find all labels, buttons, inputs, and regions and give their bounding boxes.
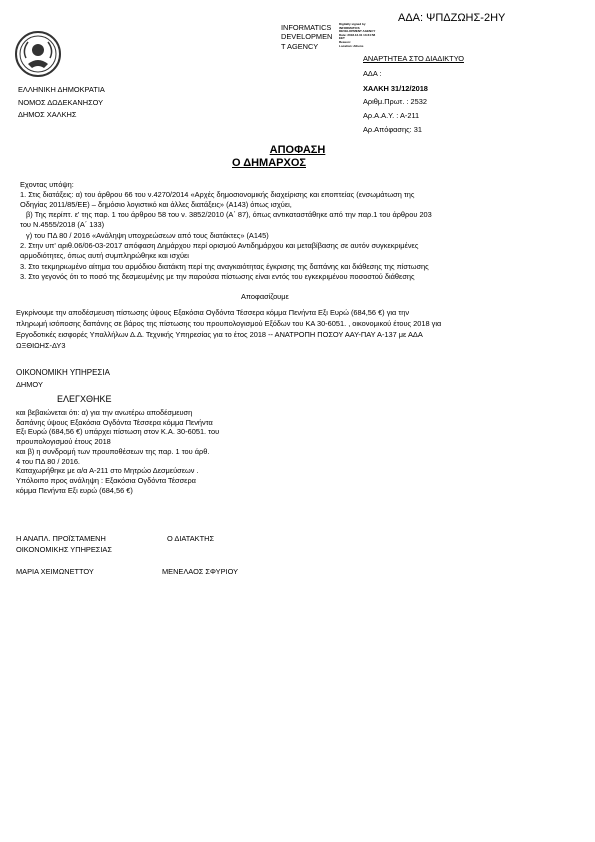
meta-ada: ΑΔΑ : xyxy=(363,69,382,78)
finance-line: Υπόλοιπο προς ανάληψη : Εξακόσια Ογδόντα Τέσσερα xyxy=(16,475,196,485)
preamble-line: 2. Στην υπ' αριθ.06/06-03-2017 απόφαση Δημάρχου περί ορισμού Αντιδημάρχου και μεταβίβασης σε αυτόν συγκεκριμένες xyxy=(20,241,419,250)
finance-dept-line: ΔΗΜΟΥ xyxy=(16,380,43,389)
finance-line: Εξι Ευρώ (684,56 €) υπάρχει πίστωση στον Κ.Α. 30-6051. του xyxy=(16,427,220,437)
decision-line: Εγκρίνουμε την αποδέσμευση πίστωσης ύψους Εξακόσια Ογδόντα Τέσσερα κόμμα Πενήντα Εξι Ευρώ (684,56 €) για την xyxy=(16,308,410,317)
signature-detail-line: Reason: xyxy=(339,39,351,44)
issuer-line: ΕΛΛΗΝΙΚΗ ΔΗΜΟΚΡΑΤΙΑ xyxy=(18,85,105,94)
finance-body xyxy=(16,408,219,495)
finance-line: προυπολογισμού έτους 2018 xyxy=(16,437,111,447)
preamble-line: αρμοδιότητες, όπως αυτή συμπληρώθηκε και ισχύει xyxy=(20,251,189,260)
digital-signature-details xyxy=(339,23,375,48)
finance-line: 4 του ΠΔ 80 / 2016. xyxy=(16,456,80,466)
decision-heading: Αποφασίζουμε xyxy=(241,292,289,301)
document-subtitle: Ο ΔΗΜΑΡΧΟΣ xyxy=(232,157,306,169)
preamble-line: γ) του ΠΔ 80 / 2016 «Ανάληψη υποχρεώσεων από τους διατάκτες» (Α145) xyxy=(26,231,269,240)
signature-detail-line: Location: Athens xyxy=(339,43,364,48)
issuer-block xyxy=(18,84,105,122)
decision-line: Εργοδοτικές εισφορές Υπαλλήλων Δ.Δ. Τεχνικής Υπηρεσίας για το έτος 2018 -- ΑΝΑΤΡΟΠΗ ΠΟΣΟΥ ΑΑΥ-ΠΑΥ Α-137 με ΑΔΑ xyxy=(16,330,423,339)
preamble-line: 1. Στις διατάξεις: α) του άρθρου 66 του ν.4270/2014 «Αρχές δημοσιονομικής διαχείρισης και εποπτείας (ενσωμάτωση της xyxy=(20,190,415,199)
agency-stamp xyxy=(281,23,332,51)
agency-line: DEVELOPMEN xyxy=(281,32,333,42)
preamble-heading: Εχοντας υπόψη: xyxy=(20,180,74,189)
preamble-line: β) Της περίπτ. ε' της παρ. 1 του άρθρου 58 του ν. 3852/2010 (Α΄ 87), όπως αντικαταστάθηκε από την παρ.1 του άρθρου 203 xyxy=(26,210,432,219)
ada-header: ΑΔΑ: ΨΠΔΖΩΗΣ-2ΗΥ xyxy=(398,12,506,24)
signature-detail-line: INFORMATICS xyxy=(339,25,360,30)
left-signatory-role: Η ΑΝΑΠΛ. ΠΡΟΪΣΤΑΜΕΝΗ xyxy=(16,534,106,543)
greek-republic-seal-icon xyxy=(14,30,62,78)
decision-line: ΩΞΘΙΩΗΣ-ΔΥ3 xyxy=(16,341,66,350)
finance-line: και β) η συνδρομή των προυποθέσεων της παρ. 1 του άρθ. xyxy=(16,446,210,456)
meta-date: ΧΑΛΚΗ 31/12/2018 xyxy=(363,84,428,93)
preamble-line: 3. Στο τεκμηριωμένο αίτημα του αρμόδιου διατάκτη περί της αναγκαιότητας έγκρισης της δαπάνης και διάθεσης της πίστωσης xyxy=(20,262,429,271)
preamble-line: 3. Στο γεγονός ότι το ποσό της δεσμευμένης με την παρούσα πίστωσης είναι εντός του εγκεκριμένου ποσοστού διάθεσης xyxy=(20,272,415,281)
meta-protocol: Αριθμ.Πρωτ. : 2532 xyxy=(363,97,427,106)
finance-line: δαπάνης ύψους Εξακόσια Ογδόντα Τέσσερα κόμμα Πενήντα xyxy=(16,417,213,427)
meta-decision-number: Αρ.Απόφασης: 31 xyxy=(363,125,422,134)
signature-detail-line: DEVELOPMENT AGENCY xyxy=(339,29,376,34)
document-title: ΑΠΟΦΑΣΗ xyxy=(269,144,326,156)
posted-online-label: ΑΝΑΡΤΗΤΕΑ ΣΤΟ ΔΙΑΔΙΚΤΥΟ xyxy=(363,54,464,63)
decision-line: πληρωμή ισόποσης δαπάνης σε βάρος της πίστωσης του προυπολογισμού Εξόδων του ΚΑ 30-6051. , οικονομικού έτους 2018 για xyxy=(16,319,442,328)
right-signatory-role: Ο ΔΙΑΤΑΚΤΗΣ xyxy=(167,534,215,543)
checked-heading: ΕΛΕΓΧΘΗΚΕ xyxy=(57,394,112,404)
preamble-line: Οδηγίας 2011/85/ΕΕ) – δημόσιο λογιστικό και άλλες διατάξεις» (Α143) όπως ισχύει, xyxy=(20,200,292,209)
finance-line: Καταχωρήθηκε με α/α Α-211 στο Μητρώο Δεσμεύσεων . xyxy=(16,466,199,476)
finance-line: και βεβαιώνεται ότι: α) για την ανωτέρω αποδέσμευση xyxy=(16,408,193,417)
issuer-line: ΝΟΜΟΣ ΔΩΔΕΚΑΝΗΣΟΥ xyxy=(18,97,104,107)
right-signatory-name: ΜΕΝΕΛΑΟΣ ΣΦΥΡΙΟΥ xyxy=(162,567,239,576)
finance-dept-line: ΟΙΚΟΝΟΜΙΚΗ ΥΠΗΡΕΣΙΑ xyxy=(16,368,110,377)
signature-detail-line: Date: 2018.12.31 13:34:58 xyxy=(339,32,376,37)
preamble-line: του Ν.4555/2018 (Α΄ 133) xyxy=(20,220,105,229)
agency-line: T AGENCY xyxy=(281,41,319,51)
signature-detail-line: Digitally signed by xyxy=(339,22,366,26)
issuer-line: ΔΗΜΟΣ ΧΑΛΚΗΣ xyxy=(18,110,77,119)
left-signatory-role: ΟΙΚΟΝΟΜΙΚΗΣ ΥΠΗΡΕΣΙΑΣ xyxy=(16,545,112,554)
meta-aay: Αρ.Α.Α.Υ. : Α-211 xyxy=(363,111,420,120)
finance-line: κόμμα Πενήντα Εξι ευρώ (684,56 €) xyxy=(16,485,133,495)
signature-detail-line: EET xyxy=(339,36,345,41)
left-signatory-name: ΜΑΡΙΑ ΧΕΙΜΩΝΕΤΤΟΥ xyxy=(16,567,94,576)
agency-line: INFORMATICS xyxy=(281,23,332,32)
